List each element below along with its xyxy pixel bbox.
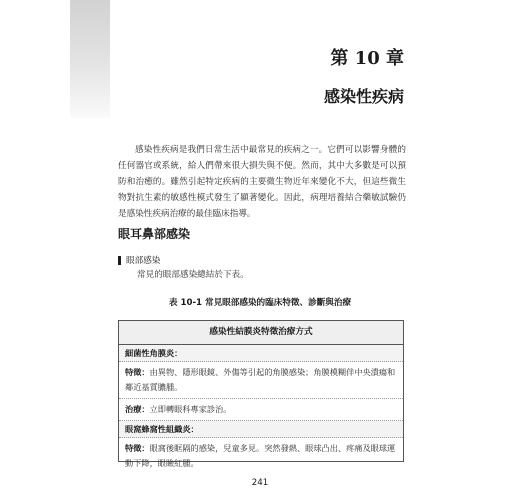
section-heading: 眼耳鼻部感染 xyxy=(118,227,191,241)
entry-label: 治療： xyxy=(125,404,150,414)
sub-heading-marker xyxy=(118,256,121,265)
table-section-title: 眼窩蜂窩性組織炎： xyxy=(119,421,403,438)
entry-label: 特徵： xyxy=(125,443,150,453)
sub-section-text: 常見的眼部感染總結於下表。 xyxy=(137,270,249,280)
chapter-side-bar xyxy=(70,0,110,118)
table-caption: 表 10-1 常見眼部感染的臨床特徵、診斷與治療 xyxy=(168,298,352,308)
table-entry xyxy=(119,362,403,399)
entry-text: 由異物、隱形眼鏡、外傷等引起的角膜感染；角膜模糊伴中央潰瘍和鄰近基質膿腫。 xyxy=(125,367,396,392)
chapter-title: 感染性疾病 xyxy=(323,87,404,106)
table-section-title: 細菌性角膜炎： xyxy=(119,345,403,362)
table-entry xyxy=(119,438,403,474)
entry-text: 眼窩後眶隔的感染，兒童多見。突然發熱、眼球凸出、疼痛及眼球運動下降，眼瞼紅腫。 xyxy=(125,443,396,468)
sub-heading-text: 眼部感染 xyxy=(126,256,161,266)
chapter-number: 第 10 章 xyxy=(330,48,404,69)
entry-text: 立即轉眼科專家診治。 xyxy=(149,404,232,414)
entry-label: 特徵： xyxy=(125,367,150,377)
page-number: 241 xyxy=(251,478,269,488)
table-entry xyxy=(119,399,403,421)
table-header: 感染性結膜炎特徵治療方式 xyxy=(119,321,403,345)
table xyxy=(118,320,404,468)
sub-heading xyxy=(118,254,160,266)
intro-paragraph: 感染性疾病是我們日常生活中最常見的疾病之一。它們可以影響身體的任何器官或系統，給人們帶來很大損失與不便。然而，其中大多數是可以預防和治癒的。雖然引起特定疾病的主要微生物近年來變化不大，但這些微生物對抗生素的敏感性模式發生了顯著變化。因此，病理培養結合藥敏試驗仍是感染性疾病治療的最佳臨床指導。 xyxy=(118,145,406,219)
